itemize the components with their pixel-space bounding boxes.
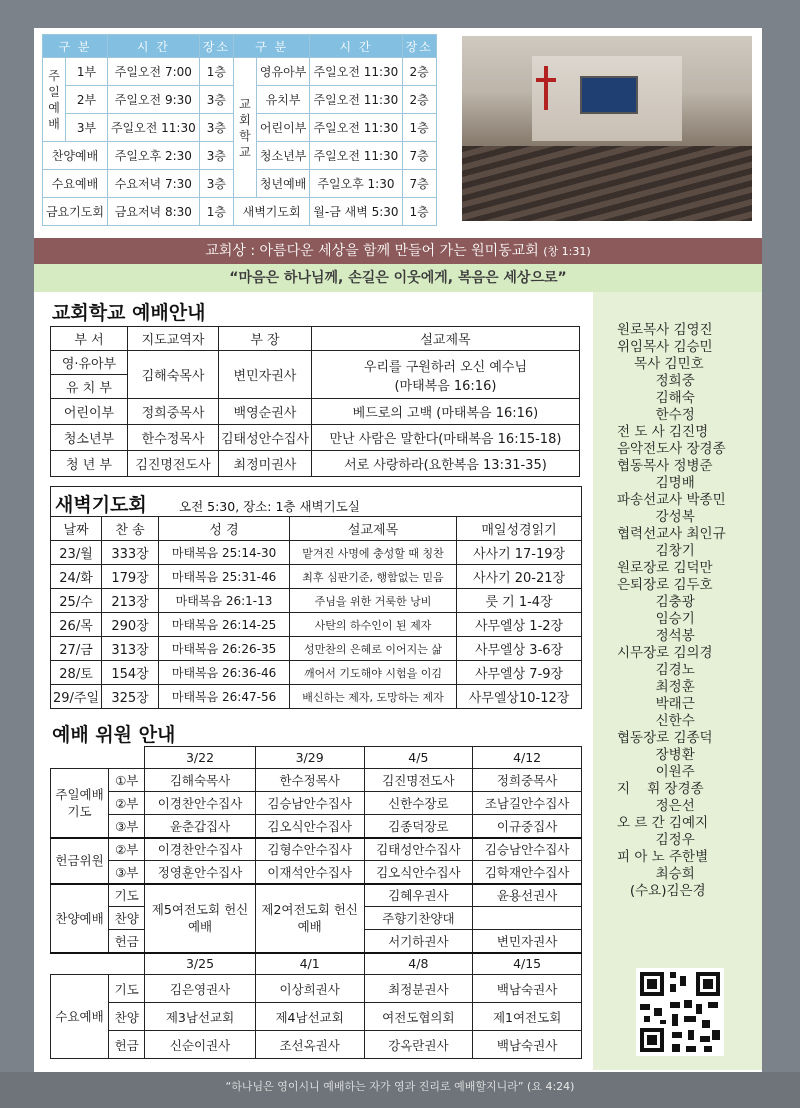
schedule-cell: 3층 [199, 86, 233, 114]
school-dept: 청소년부 [51, 425, 128, 451]
school-header: 부 서 [51, 327, 128, 351]
schedule-cell: 주일오후 2:30 [107, 142, 199, 170]
dawn-cell: 마태복음 26:1-13 [159, 589, 290, 613]
staff-line: 이원주 [617, 764, 695, 780]
staff-line: 정석봉 [617, 628, 695, 644]
schedule-cell: 1층 [402, 114, 436, 142]
part-label: 헌금 [109, 1031, 145, 1059]
committee-cell [473, 907, 582, 930]
committee-cell: 이경찬안수집사 [145, 838, 256, 861]
dawn-cell: 333장 [102, 541, 159, 565]
dawn-cell: 179장 [102, 565, 159, 589]
school-dept: 유 치 부 [51, 375, 128, 399]
dawn-cell: 25/수 [51, 589, 102, 613]
school-pastor: 김해숙목사 [128, 351, 219, 399]
dawn-row [51, 565, 582, 589]
schedule-cell: 3부 [66, 114, 108, 142]
committee-cell: 백남숙권사 [473, 975, 582, 1003]
committee-cell: 정희중목사 [473, 769, 582, 792]
church-motto-ref: (창 1:31) [543, 245, 591, 258]
schedule-cell: 주일오전 7:00 [107, 58, 199, 86]
schedule-header: 장소 [402, 35, 436, 58]
schedule-cell: 영유아부 [256, 58, 309, 86]
committee-cell: 김태성안수집사 [364, 838, 473, 861]
schedule-cell: 새벽기도회 [233, 198, 309, 226]
committee-cell: 정영훈안수집사 [145, 861, 256, 884]
sanctuary-photo [462, 36, 752, 221]
part-label: 기도 [109, 975, 145, 1003]
cross-icon [544, 66, 548, 110]
dawn-cell: 주님을 위한 거룩한 낭비 [290, 589, 457, 613]
committee-cell: 한수정목사 [255, 769, 364, 792]
schedule-cell: 금요기도회 [43, 198, 108, 226]
dawn-row [51, 589, 582, 613]
dawn-cell: 29/주일 [51, 685, 102, 709]
cross-icon-bar [536, 78, 556, 82]
dawn-header: 찬 송 [102, 517, 159, 541]
dawn-cell: 마태복음 25:31-46 [159, 565, 290, 589]
dawn-cell: 마태복음 26:26-35 [159, 637, 290, 661]
dawn-cell: 배신하는 제자, 도망하는 제자 [290, 685, 457, 709]
school-header: 부 장 [219, 327, 312, 351]
footer-verse: “하나님은 영이시니 예배하는 자가 영과 진리로 예배할지니라” (요 4:24) [225, 1080, 575, 1093]
dawn-cell: 27/금 [51, 637, 102, 661]
staff-line: 임승기 [617, 611, 695, 627]
staff-line: 협력선교사 최인규 [617, 526, 726, 542]
staff-line: (수요)김은경 [617, 883, 706, 899]
dawn-row [51, 541, 582, 565]
dawn-header: 설교제목 [290, 517, 457, 541]
date-header: 3/22 [145, 747, 256, 769]
dawn-cell: 마태복음 25:14-30 [159, 541, 290, 565]
school-dept: 영·유아부 [51, 351, 128, 375]
dawn-header: 날짜 [51, 517, 102, 541]
schedule-cell: 주일오전 11:30 [310, 86, 402, 114]
school-dept: 청 년 부 [51, 451, 128, 477]
dawn-row [51, 637, 582, 661]
part-label: 기도 [109, 884, 145, 907]
dawn-cell: 사사기 17-19장 [457, 541, 582, 565]
dawn-header: 성 경 [159, 517, 290, 541]
committee-cell: 김오식안수집사 [364, 861, 473, 884]
committee-cell: 이재석안수집사 [255, 861, 364, 884]
schedule-cell: 1층 [199, 58, 233, 86]
dawn-cell: 깨어서 기도해야 시험을 이김 [290, 661, 457, 685]
part-label: 찬양 [109, 907, 145, 930]
date-header: 4/12 [473, 747, 582, 769]
schedule-cell: 3층 [199, 114, 233, 142]
photo-congregation [462, 146, 752, 221]
committee-cell: 조남길안수집사 [473, 792, 582, 815]
schedule-cell: 7층 [402, 142, 436, 170]
worship-schedule-table [42, 34, 437, 226]
schedule-cell: 1층 [199, 198, 233, 226]
school-sermon [311, 351, 579, 399]
committee-cell: 김은영권사 [145, 975, 256, 1003]
committee-cell: 제5여전도회 헌신예배 [145, 884, 256, 953]
dawn-row [51, 685, 582, 709]
staff-line: 원로장로 김덕만 [617, 560, 713, 576]
school-sermon-title: 우리를 구원하러 오신 예수님 [363, 359, 527, 375]
dawn-section-title: 새벽기도회 [55, 494, 147, 516]
committee-cell: 김형수안수집사 [255, 838, 364, 861]
school-head: 최정미권사 [219, 451, 312, 477]
staff-line: 목사 김민호 [617, 356, 704, 372]
dawn-subtitle: 오전 5:30, 장소: 1층 새벽기도실 [179, 499, 360, 514]
part-label: ②부 [109, 792, 145, 815]
dawn-cell: 마태복음 26:14-25 [159, 613, 290, 637]
schedule-cell: 찬양예배 [43, 142, 108, 170]
sunday-worship-label: 주일예배 [43, 58, 66, 142]
schedule-cell: 1부 [66, 58, 108, 86]
qr-code-icon [636, 968, 724, 1056]
sunday-prayer-label: 주일예배기도 [51, 769, 109, 838]
staff-panel [593, 292, 762, 1070]
staff-line: 위임목사 김승민 [617, 339, 713, 355]
staff-line: 정은선 [617, 798, 695, 814]
staff-line: 신한수 [617, 713, 695, 729]
schedule-cell: 수요저녁 7:30 [107, 170, 199, 198]
committee-cell: 변민자권사 [473, 930, 582, 953]
staff-line: 오 르 간 김예지 [617, 815, 709, 831]
date-header: 4/1 [255, 953, 364, 975]
staff-line: 원로목사 김영진 [617, 322, 713, 338]
dawn-cell: 24/화 [51, 565, 102, 589]
schedule-cell: 1층 [402, 198, 436, 226]
dawn-cell: 사탄의 하수인이 된 제자 [290, 613, 457, 637]
school-section-title: 교회학교 예배안내 [52, 302, 206, 324]
schedule-cell: 주일오전 11:30 [310, 142, 402, 170]
committee-cell: 강옥란권사 [364, 1031, 473, 1059]
schedule-cell: 청년예배 [256, 170, 309, 198]
dawn-prayer-table [50, 516, 582, 709]
staff-line: 시무장로 김의경 [617, 645, 713, 661]
schedule-cell: 2층 [402, 86, 436, 114]
committee-cell: 김오식안수집사 [255, 815, 364, 838]
school-header: 지도교역자 [128, 327, 219, 351]
photo-screen [580, 76, 638, 114]
dawn-cell: 154장 [102, 661, 159, 685]
committee-cell: 김혜우권사 [364, 884, 473, 907]
committee-cell: 서기하권사 [364, 930, 473, 953]
church-school-table [50, 326, 580, 477]
school-pastor: 김진명전도사 [128, 451, 219, 477]
dawn-cell: 325장 [102, 685, 159, 709]
staff-line: 김경노 [617, 662, 695, 678]
committee-cell: 김승남안수집사 [473, 838, 582, 861]
schedule-cell: 2부 [66, 86, 108, 114]
dawn-cell: 마태복음 26:36-46 [159, 661, 290, 685]
committee-cell: 제1여전도회 [473, 1003, 582, 1031]
schedule-cell: 금요저녁 8:30 [107, 198, 199, 226]
dawn-cell: 23/월 [51, 541, 102, 565]
committee-cell: 김승남안수집사 [255, 792, 364, 815]
staff-line: 최정훈 [617, 679, 695, 695]
committee-cell: 이상희권사 [255, 975, 364, 1003]
school-head: 변민자권사 [219, 351, 312, 399]
dawn-cell: 313장 [102, 637, 159, 661]
staff-line: 음악전도사 장경종 [617, 441, 726, 457]
dawn-cell: 사무엘상 7-9장 [457, 661, 582, 685]
date-header: 4/5 [364, 747, 473, 769]
committee-cell: 윤용선권사 [473, 884, 582, 907]
church-school-label: 교회학교 [233, 58, 256, 198]
part-label: ②부 [109, 838, 145, 861]
schedule-header: 구 분 [233, 35, 309, 58]
staff-line: 협동장로 김종덕 [617, 730, 713, 746]
schedule-header: 장소 [199, 35, 233, 58]
schedule-cell: 주일오전 9:30 [107, 86, 199, 114]
schedule-cell: 주일오전 11:30 [310, 114, 402, 142]
part-label: ③부 [109, 815, 145, 838]
dawn-cell: 290장 [102, 613, 159, 637]
page-frame-top [0, 0, 800, 28]
dawn-cell: 213장 [102, 589, 159, 613]
school-sermon: 베드로의 고백 (마태복음 16:16) [311, 399, 579, 425]
staff-line: 파송선교사 박종민 [617, 492, 726, 508]
schedule-cell: 청소년부 [256, 142, 309, 170]
part-label: 헌금 [109, 930, 145, 953]
part-label: 찬양 [109, 1003, 145, 1031]
staff-line: 강성복 [617, 509, 695, 525]
schedule-cell: 월-금 새벽 5:30 [310, 198, 402, 226]
date-header: 4/8 [364, 953, 473, 975]
praise-label: 찬양예배 [51, 884, 109, 953]
dawn-cell: 사무엘상10-12장 [457, 685, 582, 709]
schedule-cell: 3층 [199, 170, 233, 198]
staff-line: 지 휘 장경종 [617, 781, 704, 797]
page-frame-left [0, 0, 34, 1108]
committee-cell: 신한수장로 [364, 792, 473, 815]
worship-section-title: 예배 위원 안내 [52, 724, 176, 746]
school-sermon-ref: (마태복음 16:16) [394, 378, 497, 394]
committee-cell: 제2여전도회 헌신예배 [255, 884, 364, 953]
schedule-cell: 2층 [402, 58, 436, 86]
committee-cell: 김종덕장로 [364, 815, 473, 838]
schedule-cell: 수요예배 [43, 170, 108, 198]
staff-line: 김창기 [617, 543, 695, 559]
schedule-cell: 주일오전 11:30 [310, 58, 402, 86]
school-pastor: 한수정목사 [128, 425, 219, 451]
dawn-cell: 최후 심판기준, 행함없는 믿음 [290, 565, 457, 589]
corner-cell [51, 747, 145, 769]
school-sermon: 서로 사랑하라(요한복음 13:31-35) [311, 451, 579, 477]
dawn-title-box [50, 486, 582, 517]
schedule-header: 시 간 [310, 35, 402, 58]
staff-line: 김명배 [617, 475, 695, 491]
dawn-cell: 사무엘상 3-6장 [457, 637, 582, 661]
church-slogan: “마음은 하나님께, 손길은 이웃에게, 복음은 세상으로” [34, 264, 762, 292]
dawn-row [51, 613, 582, 637]
schedule-cell: 7층 [402, 170, 436, 198]
staff-line: 한수정 [617, 407, 695, 423]
dawn-cell: 28/토 [51, 661, 102, 685]
part-label: ①부 [109, 769, 145, 792]
dawn-row [51, 661, 582, 685]
page-frame-bottom [0, 1072, 800, 1108]
school-header: 설교제목 [311, 327, 579, 351]
school-sermon: 만난 사람은 말한다(마태복음 16:15-18) [311, 425, 579, 451]
committee-cell: 김진명전도사 [364, 769, 473, 792]
schedule-cell: 어린이부 [256, 114, 309, 142]
dawn-cell: 마태복음 26:47-56 [159, 685, 290, 709]
worship-committee-table [50, 746, 582, 1059]
staff-line: 장병환 [617, 747, 695, 763]
committee-cell: 이규중집사 [473, 815, 582, 838]
committee-cell: 여전도협의회 [364, 1003, 473, 1031]
staff-line: 김해숙 [617, 390, 695, 406]
staff-line: 김정우 [617, 832, 695, 848]
dawn-cell: 26/목 [51, 613, 102, 637]
church-motto-banner [34, 238, 762, 264]
committee-cell: 김해숙목사 [145, 769, 256, 792]
staff-line: 피 아 노 주한별 [617, 849, 709, 865]
page-frame-right [762, 0, 800, 1108]
committee-cell: 신순이권사 [145, 1031, 256, 1059]
committee-cell: 이경찬안수집사 [145, 792, 256, 815]
staff-line: 은퇴장로 김두호 [617, 577, 713, 593]
dawn-cell: 성만찬의 은혜로 이어지는 삶 [290, 637, 457, 661]
school-head: 백영순권사 [219, 399, 312, 425]
schedule-panel [34, 28, 762, 231]
staff-line: 박래근 [617, 696, 695, 712]
staff-line: 전 도 사 김진명 [617, 424, 709, 440]
schedule-cell: 3층 [199, 142, 233, 170]
part-label: ③부 [109, 861, 145, 884]
date-header: 4/15 [473, 953, 582, 975]
committee-cell: 윤춘갑집사 [145, 815, 256, 838]
schedule-header: 구 분 [43, 35, 108, 58]
schedule-cell: 유치부 [256, 86, 309, 114]
dawn-cell: 사사기 20-21장 [457, 565, 582, 589]
schedule-cell: 주일오후 1:30 [310, 170, 402, 198]
church-motto: 교회상 : 아름다운 세상을 함께 만들어 가는 원미동교회 [205, 243, 539, 259]
committee-cell: 백남숙권사 [473, 1031, 582, 1059]
staff-line: 정희중 [617, 373, 695, 389]
committee-cell: 제4남선교회 [255, 1003, 364, 1031]
school-dept: 어린이부 [51, 399, 128, 425]
offering-label: 헌금위원 [51, 838, 109, 884]
date-header: 3/29 [255, 747, 364, 769]
dawn-subtitle-wrap [179, 494, 360, 516]
wednesday-label: 수요예배 [51, 975, 109, 1059]
staff-list [617, 322, 726, 900]
corner-cell [51, 953, 145, 975]
staff-line: 협동목사 정병준 [617, 458, 713, 474]
dawn-cell: 맡겨진 사명에 충성할 때 칭찬 [290, 541, 457, 565]
committee-cell: 제3남선교회 [145, 1003, 256, 1031]
school-pastor: 정희중목사 [128, 399, 219, 425]
schedule-header: 시 간 [107, 35, 199, 58]
committee-cell: 김학재안수집사 [473, 861, 582, 884]
staff-line: 김충광 [617, 594, 695, 610]
date-header: 3/25 [145, 953, 256, 975]
dawn-cell: 사무엘상 1-2장 [457, 613, 582, 637]
committee-cell: 최정분권사 [364, 975, 473, 1003]
dawn-cell: 룻 기 1-4장 [457, 589, 582, 613]
dawn-header: 매일성경읽기 [457, 517, 582, 541]
schedule-cell: 주일오전 11:30 [107, 114, 199, 142]
school-head: 김태성안수집사 [219, 425, 312, 451]
staff-line: 최승희 [617, 866, 695, 882]
committee-cell: 주향기찬양대 [364, 907, 473, 930]
committee-cell: 조선옥권사 [255, 1031, 364, 1059]
